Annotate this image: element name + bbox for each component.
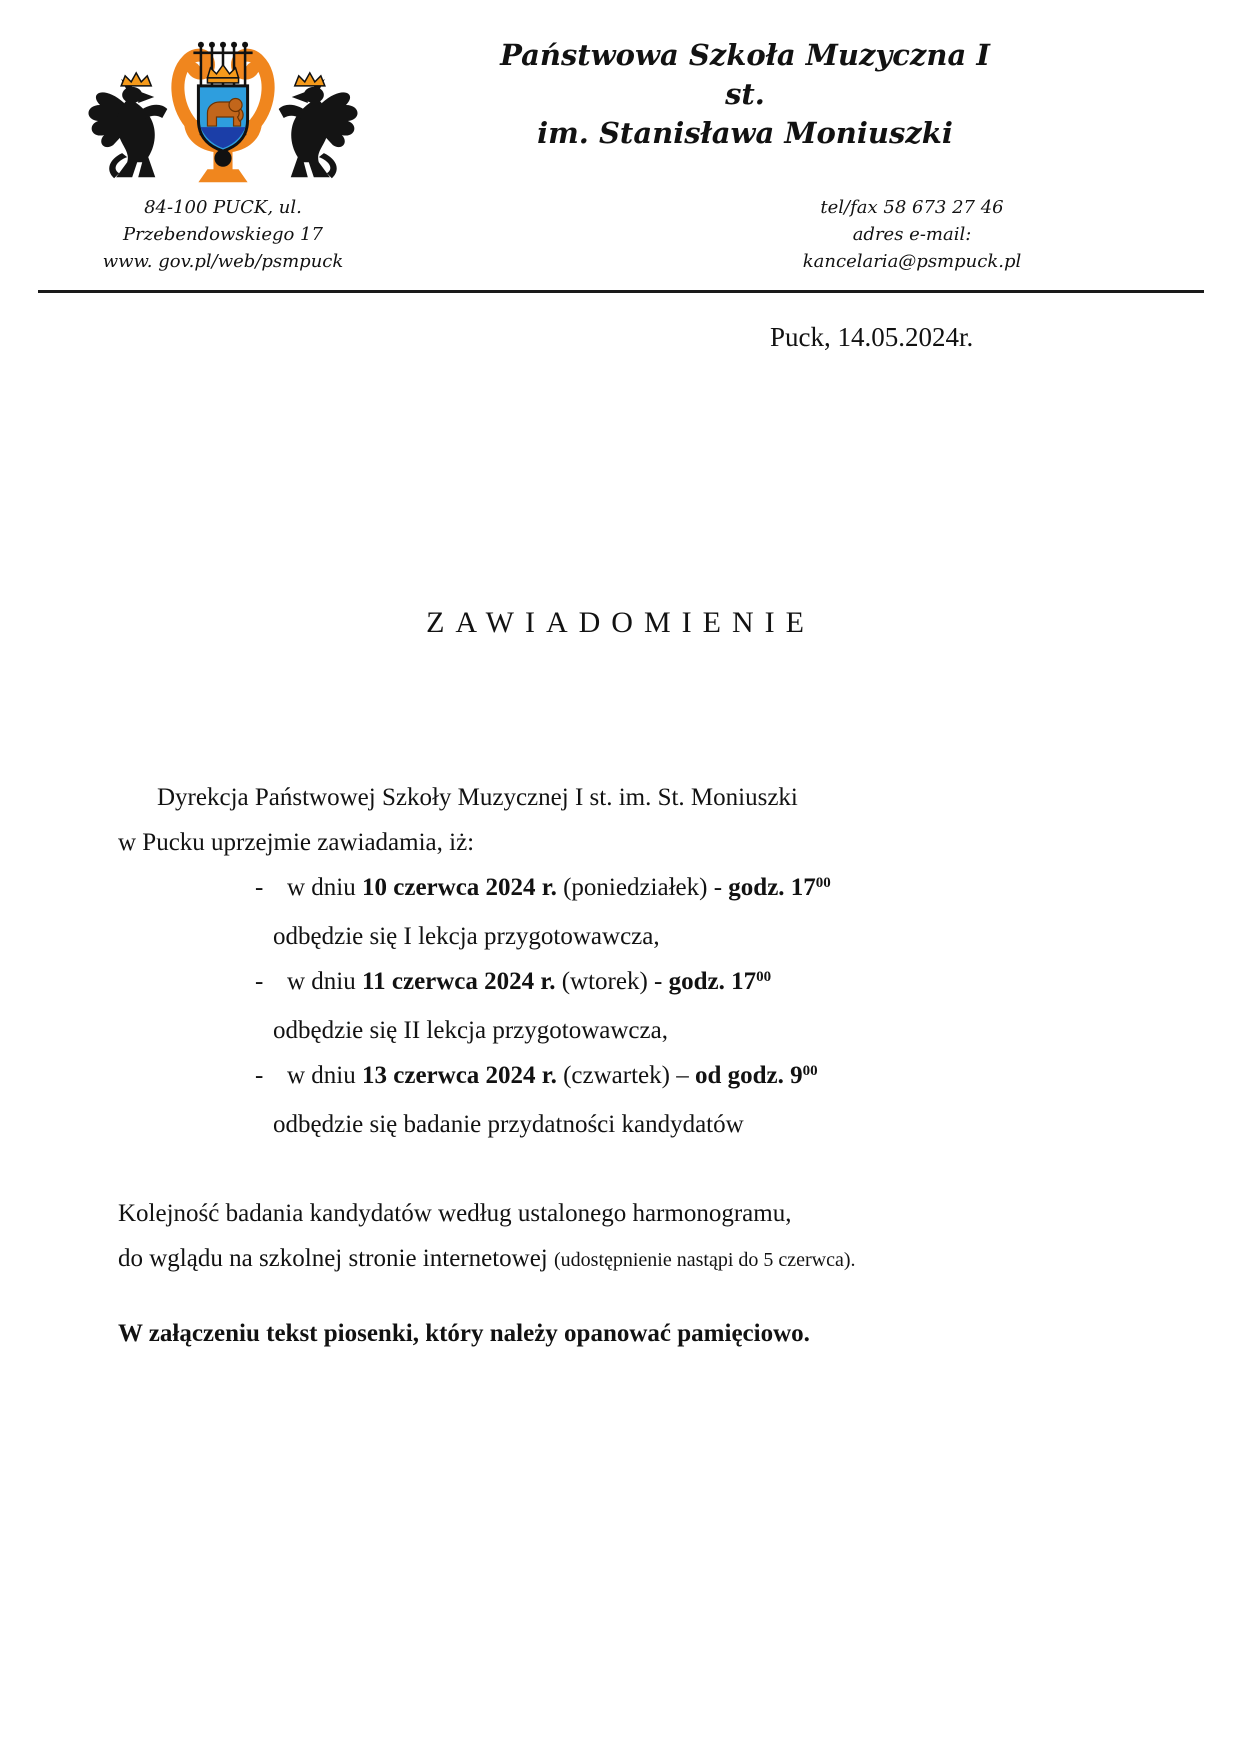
school-telfax: tel/fax 58 673 27 46 [820,197,1004,218]
bullet-item-lesson2 [118,959,1128,1053]
bullet-text: w dniu [287,1062,362,1089]
bullet-text: (czwartek) – [556,1062,695,1089]
header-divider [38,290,1204,293]
schedule-line2-note: (udostępnienie nastąpi do 5 czerwca). [554,1249,856,1271]
bullet-time-bold: godz. 17 [668,968,757,995]
bullet-line [118,959,1128,1008]
bullet-text: (poniedziałek) - [556,874,729,901]
school-name-line1: Państwowa Szkoła Muzyczna I st. [500,38,990,111]
bullet-dash: - [255,874,264,901]
bullet-date-bold: 10 czerwca 2024 r. [362,874,557,901]
bullet-item-lesson1 [118,865,1128,959]
school-email: adres e-mail: kancelaria@psmpuck.pl [802,224,1022,272]
school-name-line2: im. Stanisława Moniuszki [537,116,953,150]
schedule-line2 [118,1236,1128,1283]
bullet-text: w dniu [287,968,362,995]
bullet-text: w dniu [287,874,362,901]
bullet-continuation: odbędzie się badanie przydatności kandydatów [273,1111,744,1138]
school-address-block [76,194,370,275]
bullet-dash: - [255,968,264,995]
school-name [498,36,992,153]
schedule-paragraph [118,1191,1128,1283]
bullet-continuation: odbędzie się I lekcja przygotowawcza, [273,923,660,950]
school-address: 84-100 PUCK, ul. Przebendowskiego 17 [123,197,323,245]
bullet-time-superscript: 00 [815,874,831,891]
intro-line1: Dyrekcja Państwowej Szkoły Muzycznej I st. im. St. Moniuszki [157,784,798,811]
bullet-line [118,865,1128,914]
place-and-date: Puck, 14.05.2024r. [770,322,974,352]
bullet-time-bold: godz. 17 [728,874,816,901]
bullet-text: (wtorek) - [555,968,669,995]
bullet-date-bold: 13 czerwca 2024 r. [362,1062,557,1089]
school-contact-block [762,194,1062,275]
closing-bold-line: W załączeniu tekst piosenki, który należy opanować pamięciowo. [118,1320,810,1347]
intro-line2: w Pucku uprzejmie zawiadamia, iż: [118,829,475,856]
bullet-dash: - [255,1062,264,1089]
bullet-item-exam [118,1053,1128,1147]
schedule-line2-main: do wglądu na szkolnej stronie internetowej [118,1245,554,1272]
bullet-time-bold: od godz. 9 [694,1062,803,1089]
bullet-time-superscript: 00 [802,1062,818,1079]
school-logo-lyre-griffins-icon [80,24,366,188]
document-title: ZAWIADOMIENIE [426,606,815,639]
intro-paragraph [118,775,1128,865]
notice-body [118,775,1128,1356]
bullet-line [118,1053,1128,1102]
bullet-continuation: odbędzie się II lekcja przygotowawcza, [273,1017,668,1044]
bullet-date-bold: 11 czerwca 2024 r. [362,968,556,995]
bullet-time-superscript: 00 [756,968,772,985]
school-website: www. gov.pl/web/psmpuck [102,251,344,272]
schedule-line1: Kolejność badania kandydatów według ustalonego harmonogramu, [118,1200,792,1227]
